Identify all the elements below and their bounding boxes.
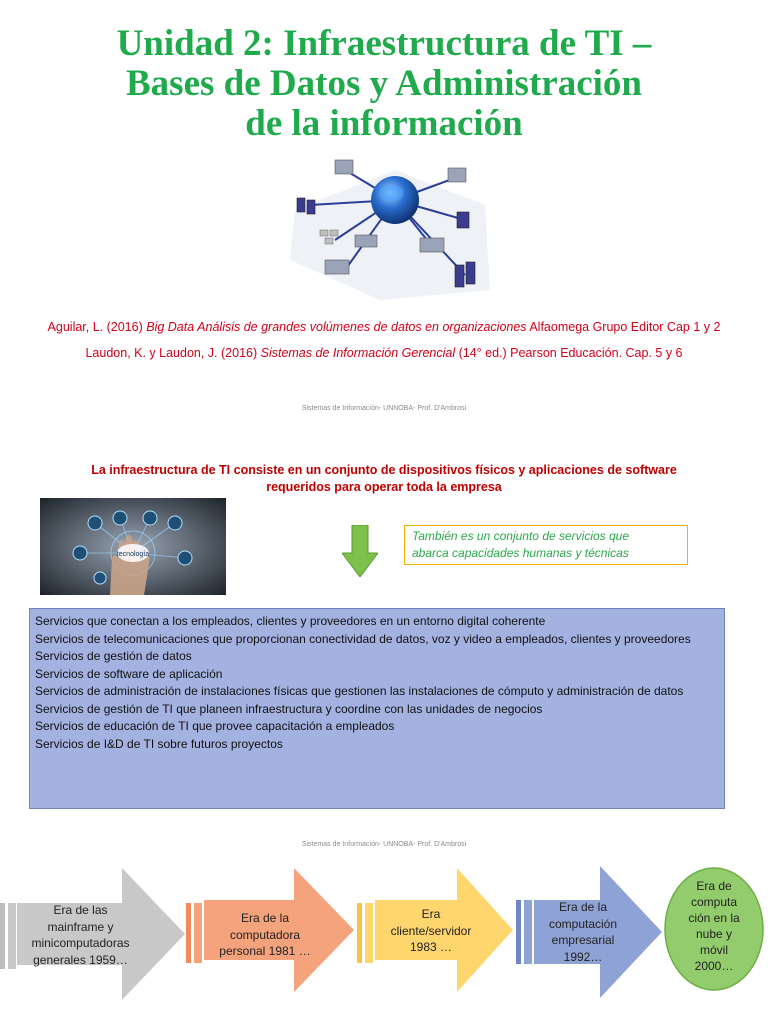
- era-marker: [194, 903, 202, 963]
- title-line: Unidad 2: Infraestructura de TI –: [116, 23, 652, 64]
- list-item: Servicios de gestión de datos: [35, 649, 192, 663]
- era-marker: [8, 903, 16, 969]
- slide-footer: Sistemas de Información- UNNOBA- Prof. D'Ambrosi: [301, 405, 467, 412]
- services-callout: También es un conjunto de servicios que abarca capacidades humanas y técnicas: [404, 525, 688, 565]
- era-marker: [524, 900, 532, 964]
- list-item: Servicios de telecomunicaciones que proporcionan conectividad de datos, voz y video a empleados, clientes y proveedores: [35, 631, 691, 646]
- services-list: [29, 608, 725, 809]
- era-label: Era de la computación empresarial 1992…: [548, 900, 618, 964]
- slide-headline: La infraestructura de TI consiste en un conjunto de dispositivos físicos y aplicaciones de software requeridos para operar toda la empresa: [91, 463, 677, 494]
- list-item: Servicios de administración de instalaciones físicas que gestionen las instalaciones de cómputo y administración de datos: [35, 684, 684, 698]
- list-item: Servicios de educación de TI que provee capacitación a empleados: [35, 719, 395, 733]
- era-label: Era de las mainframe y minicomputadoras generales 1959…: [31, 903, 130, 967]
- arrow-down-icon: [342, 525, 378, 577]
- title-line: Bases de Datos y Administración: [126, 63, 642, 104]
- list-item: Servicios que conectan a los empleados, clientes y proveedores en un entorno digital coherente: [35, 614, 546, 628]
- era-label: Era de computa ción en la nube y móvil 2000…: [688, 879, 740, 973]
- list-item: Servicios de I&D de TI sobre futuros proyectos: [35, 736, 283, 751]
- network-illustration: [285, 150, 492, 305]
- title-line: de la información: [245, 103, 523, 144]
- technology-hand-image: [40, 498, 226, 595]
- era-marker: [516, 900, 521, 964]
- slide-footer: Sistemas de Información- UNNOBA- Prof. D'Ambrosi: [301, 841, 467, 848]
- era-marker: [186, 903, 191, 963]
- page-title: [40, 24, 728, 144]
- era-label: Era cliente/servidor 1983 …: [390, 907, 472, 954]
- reference-2: Laudon, K. y Laudon, J. (2016) Sistemas de Información Gerencial (14° ed.) Pearson Educación. Cap. 5 y 6: [85, 346, 683, 360]
- era-marker: [0, 903, 5, 969]
- list-item: Servicios de gestión de TI que planeen infraestructura y coordine con las unidades de negocios: [35, 701, 543, 716]
- reference-1: Aguilar, L. (2016) Big Data Análisis de grandes volúmenes de datos en organizaciones Alfaomega Grupo Editor Cap 1 y 2: [47, 320, 721, 334]
- era-marker: [357, 903, 362, 963]
- image-label: tecnología: [116, 551, 150, 558]
- era-label: Era de la computadora personal 1981 …: [219, 911, 311, 958]
- list-item: Servicios de software de aplicación: [35, 666, 223, 681]
